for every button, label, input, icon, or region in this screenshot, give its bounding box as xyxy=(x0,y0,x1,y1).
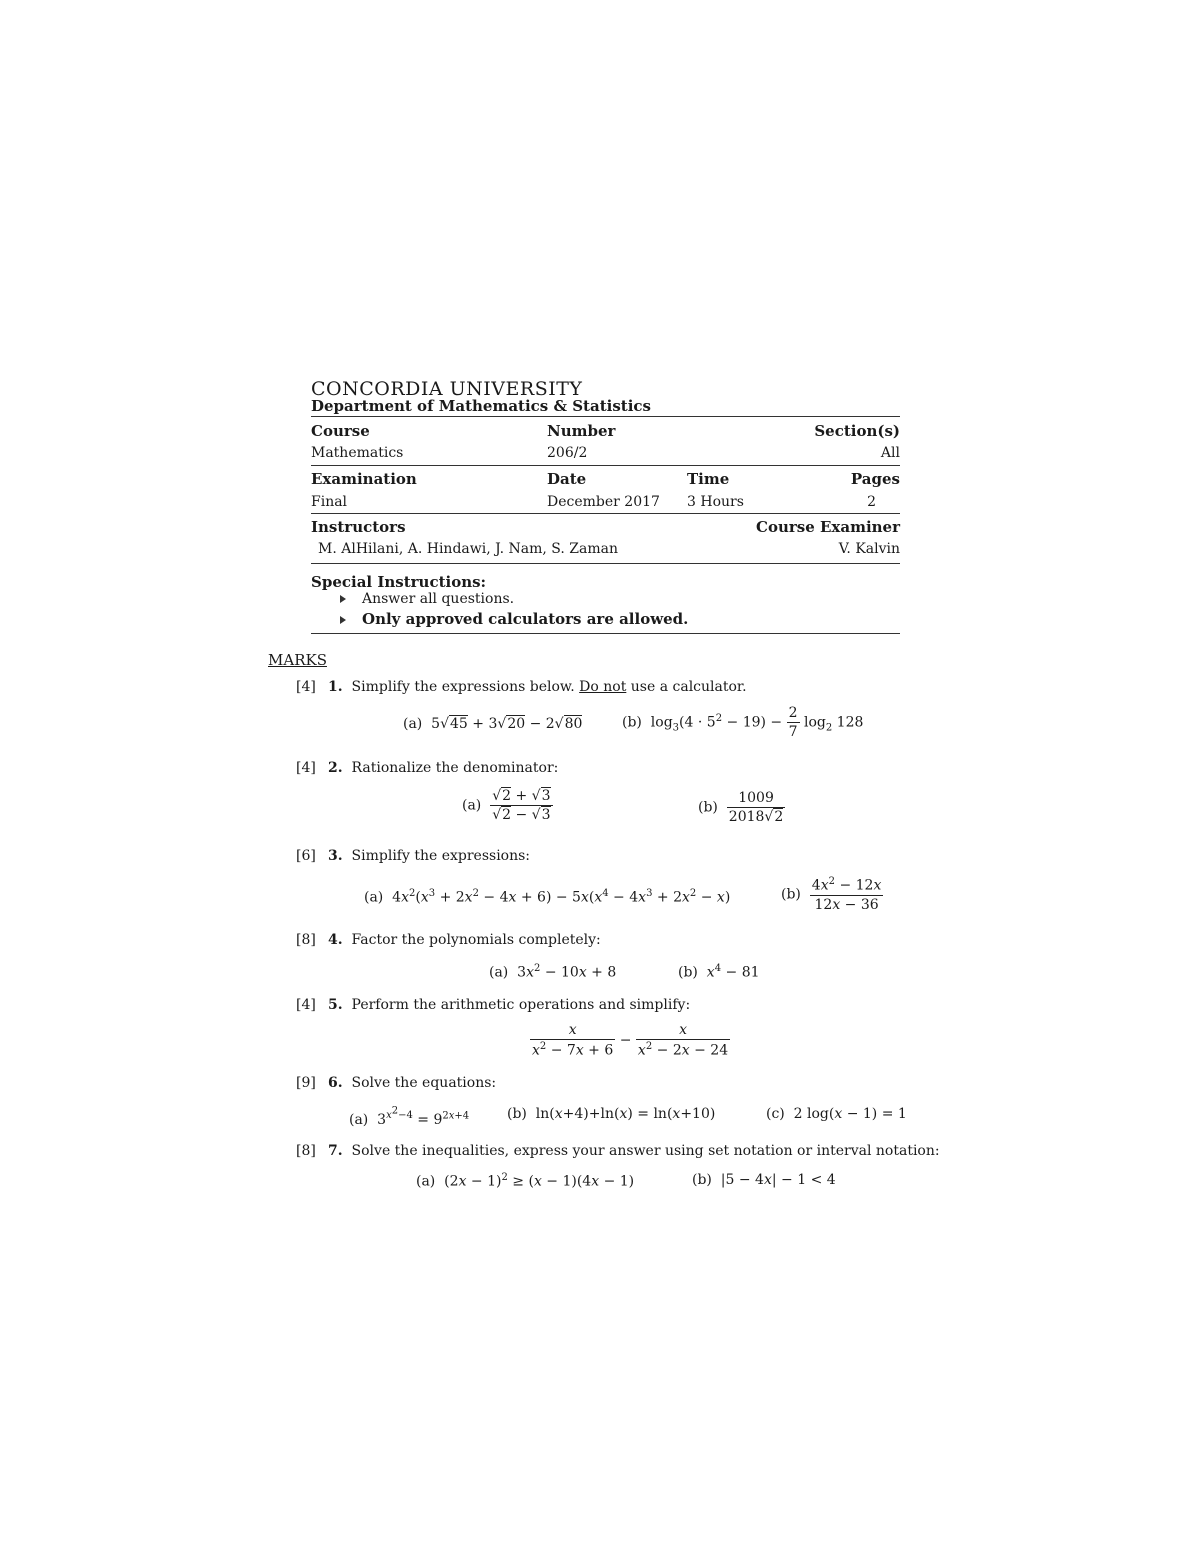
department-name: Department of Mathematics & Statistics xyxy=(311,397,651,415)
question-number: 3. xyxy=(328,848,343,864)
marks-heading: MARKS xyxy=(268,651,327,669)
question-2 xyxy=(328,760,558,776)
number-value: 206/2 xyxy=(547,445,588,461)
date-value: December 2017 xyxy=(547,494,660,510)
triangle-bullet-icon xyxy=(340,616,346,624)
pages-value: 2 xyxy=(867,494,876,510)
question-text: Solve the equations: xyxy=(351,1075,497,1091)
examiner-label: Course Examiner xyxy=(756,518,900,536)
question-number: 6. xyxy=(328,1075,343,1091)
course-value: Mathematics xyxy=(311,445,404,461)
question-mark: [6] xyxy=(296,848,316,864)
q4-part-b: (b) $x^4 - 81$ xyxy=(678,963,760,981)
q1-part-a: (a) 5√45 + 3√20 − 2√80 xyxy=(403,716,583,732)
q7-part-a: (a) $(2x - 1)^2 \ge (x - 1)(4x - 1)$ xyxy=(416,1172,635,1190)
instructors-label: Instructors xyxy=(311,518,406,536)
q2-part-a: (a) $\frac{√2 + √3}{√2 - √3}$ xyxy=(462,788,551,823)
question-7 xyxy=(328,1143,940,1159)
pages-label: Pages xyxy=(850,470,900,488)
q1-part-b: (b) $\log_3(4 \cdot 5^2 - 19)$ − $\frac{2}{7}$ $\log_2 128$ xyxy=(622,705,864,740)
question-text: Rationalize the denominator: xyxy=(351,760,559,776)
question-mark: [8] xyxy=(296,1143,316,1159)
question-text: Simplify the expressions: xyxy=(351,848,531,864)
question-mark: [4] xyxy=(296,760,316,776)
time-value: 3 Hours xyxy=(687,494,744,510)
date-label: Date xyxy=(547,470,587,488)
question-6 xyxy=(328,1075,496,1091)
question-1 xyxy=(328,679,747,695)
question-5 xyxy=(328,997,690,1013)
instruction-item: Only approved calculators are allowed. xyxy=(340,610,688,628)
time-label: Time xyxy=(687,470,730,488)
question-mark: [4] xyxy=(296,997,316,1013)
q3-part-a: (a) $4x^2(x^3 + 2x^2 - 4x + 6) - 5x(x^4 - 4x^3 + 2x^2 - x)$ xyxy=(364,888,731,906)
question-text: Factor the polynomials completely: xyxy=(351,932,601,948)
university-name: CONCORDIA UNIVERSITY xyxy=(311,378,583,400)
q7-part-b: (b) |5 − 4x| − 1 < 4 xyxy=(692,1172,836,1188)
triangle-bullet-icon xyxy=(340,595,346,603)
question-mark: [8] xyxy=(296,932,316,948)
instructions-title: Special Instructions: xyxy=(311,573,487,591)
q6-part-a: (a) $3^{x^2-4} = 9^{2x+4}$ xyxy=(349,1106,470,1128)
question-number: 7. xyxy=(328,1143,343,1159)
exam-value: Final xyxy=(311,494,348,510)
number-label: Number xyxy=(547,422,616,440)
question-number: 5. xyxy=(328,997,343,1013)
question-number: 1. xyxy=(328,679,343,695)
instruction-item: Answer all questions. xyxy=(340,591,514,607)
q6-part-b: (b) ln(x+4)+ln(x) = ln(x+10) xyxy=(507,1106,716,1122)
q2-part-b: (b) $\frac{1009}{2018√2}$ xyxy=(698,790,784,825)
question-text: Simplify the expressions below. xyxy=(351,679,575,695)
divider xyxy=(311,633,900,634)
examiner-value: V. Kalvin xyxy=(838,541,900,557)
question-3 xyxy=(328,848,530,864)
question-mark: [4] xyxy=(296,679,316,695)
question-emphasis: Do not xyxy=(579,679,627,695)
q3-part-b: (b) $\frac{4x^2 - 12x}{12x - 36}$ xyxy=(781,876,882,913)
instructors-value: M. AlHilani, A. Hindawi, J. Nam, S. Zaman xyxy=(318,541,619,557)
sections-label: Section(s) xyxy=(814,422,900,440)
q5-expression: $\frac{x}{x^2 - 7x + 6}$ − $\frac{x}{x^2 - 2x - 24}$ xyxy=(532,1022,729,1059)
question-number: 4. xyxy=(328,932,343,948)
q6-part-c: (c) 2 log(x − 1) = 1 xyxy=(766,1106,907,1122)
question-4 xyxy=(328,932,601,948)
question-text: Perform the arithmetic operations and simplify: xyxy=(351,997,691,1013)
question-text: Solve the inequalities, express your answer using set notation or interval notation: xyxy=(351,1143,940,1159)
divider xyxy=(311,563,900,564)
course-label: Course xyxy=(311,422,370,440)
divider xyxy=(311,416,900,417)
sections-value: All xyxy=(880,445,900,461)
question-number: 2. xyxy=(328,760,343,776)
exam-label: Examination xyxy=(311,470,417,488)
divider xyxy=(311,513,900,514)
question-mark: [9] xyxy=(296,1075,316,1091)
divider xyxy=(311,465,900,466)
q4-part-a: (a) $3x^2 - 10x + 8$ xyxy=(489,963,617,981)
question-text: use a calculator. xyxy=(630,679,747,695)
